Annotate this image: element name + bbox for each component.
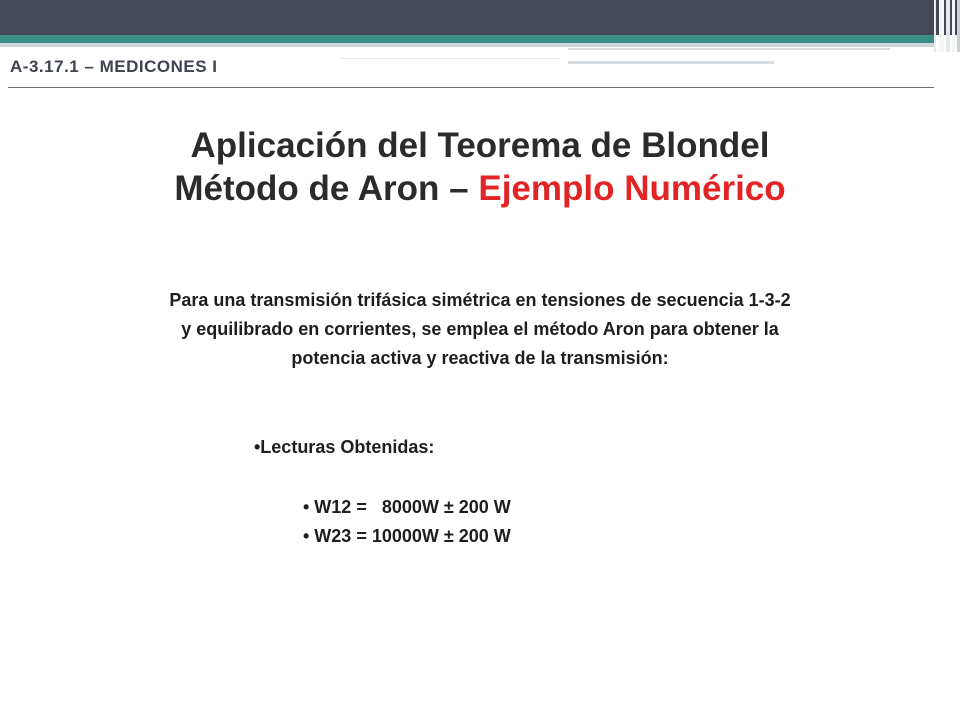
- course-code: A-3.17.1 – MEDICONES I: [10, 57, 218, 76]
- top-banner-shadow: [0, 43, 935, 47]
- title-line-2-prefix: Método de Aron –: [174, 169, 479, 208]
- intro-line-2: y equilibrado en corrientes, se emplea el método Aron para obtener la: [181, 319, 779, 339]
- intro-line-3: potencia activa y reactiva de la transmisión:: [291, 348, 669, 368]
- intro-line-1: Para una transmisión trifásica simétrica en tensiones de secuencia 1-3-2: [169, 290, 791, 310]
- intro-paragraph: [40, 286, 920, 373]
- top-banner-accent-stripe: [0, 35, 935, 43]
- top-banner: [0, 0, 960, 35]
- decorative-line: [568, 48, 890, 50]
- reading-item-w12: • W12 = 8000W ± 200 W: [303, 497, 511, 517]
- slide-title: [0, 124, 960, 210]
- title-line-2: [0, 167, 960, 210]
- title-line-1: Aplicación del Teorema de Blondel: [190, 126, 770, 165]
- title-line-2-accent: Ejemplo Numérico: [478, 169, 786, 208]
- decorative-vertical-stripe: [939, 0, 944, 52]
- decorative-line: [568, 61, 774, 64]
- decorative-line: [340, 58, 560, 59]
- decorative-vertical-stripe: [934, 0, 936, 52]
- decorative-vertical-stripe: [946, 0, 950, 52]
- readings-heading: •Lecturas Obtenidas:: [254, 437, 435, 457]
- decorative-vertical-stripe: [952, 0, 955, 52]
- header-divider: [8, 87, 934, 88]
- reading-item-w23: • W23 = 10000W ± 200 W: [303, 526, 511, 546]
